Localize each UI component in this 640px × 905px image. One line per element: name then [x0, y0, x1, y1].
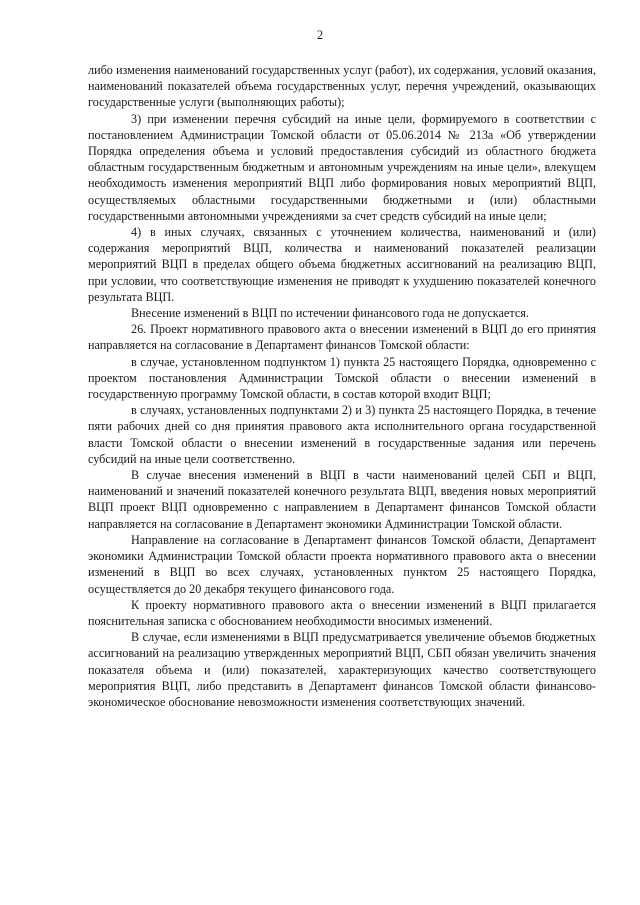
- paragraph-budget-increase: В случае, если изменениями в ВЦП предусматривается увеличение объемов бюджетных ассигнований на реализацию утвержденных мероприятий ВЦП, СБП обязан увеличить значения показателя объема и (или) показателей, характеризующих качество соответствующего мероприятия ВЦП, либо представить в Департамент финансов Томской области финансово-экономическое обоснование невозможности изменения соответствующих значений.: [88, 630, 596, 709]
- paragraph-case-subitems-2-3: в случаях, установленных подпунктами 2) и 3) пункта 25 настоящего Порядка, в течение пяти рабочих дней со дня принятия правового акта исполнительного органа государственной власти Томской области о внесении изменений в государственные задания или перечень субсидий на иные цели соответственно.: [88, 403, 596, 466]
- paragraph-no-changes-after-year: Внесение изменений в ВЦП по истечении финансового года не допускается.: [131, 306, 529, 321]
- paragraph-explanatory-note: К проекту нормативного правового акта о внесении изменений в ВЦП прилагается пояснительная записка с обоснованием необходимости вносимых изменений.: [88, 597, 596, 628]
- paragraph-subitem-3: 3) при изменении перечня субсидий на иные цели, формируемого в соответствии с постановлением Администрации Томской области от 05.06.2014 № 213а «Об утверждении Порядка определения объема и условий предоставления субсидий из областного бюджета областным государственным бюджетным и автономным учреждениям на иные цели», влекущем необходимость изменения мероприятий ВЦП либо формирования новых мероприятий ВЦП, осуществляемых областными государственными бюджетными и (или) областными государственными автономными учреждениями за счет средств субсидий на иные цели;: [88, 111, 596, 223]
- paragraph-continuation: либо изменения наименований государственных услуг (работ), их содержания, условий оказания, наименований показателей объема государственных услуг, перечня учреждений, оказывающих государственные услуги (выполняющих работы);: [88, 63, 596, 110]
- paragraph-case-subitem-1: в случае, установленном подпунктом 1) пункта 25 настоящего Порядка, одновременно с проектом постановления Администрации Томской области о внесении изменений в государственную программу Томской области, в состав которой входит ВЦП;: [88, 354, 596, 402]
- page-number: 2: [316, 28, 324, 42]
- paragraph-economics-approval: В случае внесения изменений в ВЦП в части наименований целей СБП и ВЦП, наименований и значений показателей конечного результата ВЦП, введения новых мероприятий ВЦП проект ВЦП одновременно с направлением в Департамент финансов Томской области направляется на согласование в Департамент экономики Администрации Томской области.: [88, 468, 596, 531]
- paragraph-deadline: Направление на согласование в Департамент финансов Томской области, Департамент экономики Администрации Томской области проекта нормативного правового акта о внесении изменений в ВЦП во всех случаях, установленных пунктом 25 настоящего Порядка, осуществляется до 20 декабря текущего финансового года.: [88, 532, 596, 596]
- document-body: [88, 62, 596, 710]
- paragraph-subitem-4: 4) в иных случаях, связанных с уточнением количества, наименований и (или) содержания мероприятий ВЦП, количества и наименований показателей реализации мероприятий ВЦП в пределах общего объема бюджетных ассигнований на реализацию ВЦП, при условии, что соответствующие изменения не приводят к ухудшению показателей конечного результата ВЦП.: [88, 225, 596, 304]
- paragraph-item-26: 26. Проект нормативного правового акта о внесении изменений в ВЦП до его принятия направляется на согласование в Департамент финансов Томской области:: [88, 322, 596, 353]
